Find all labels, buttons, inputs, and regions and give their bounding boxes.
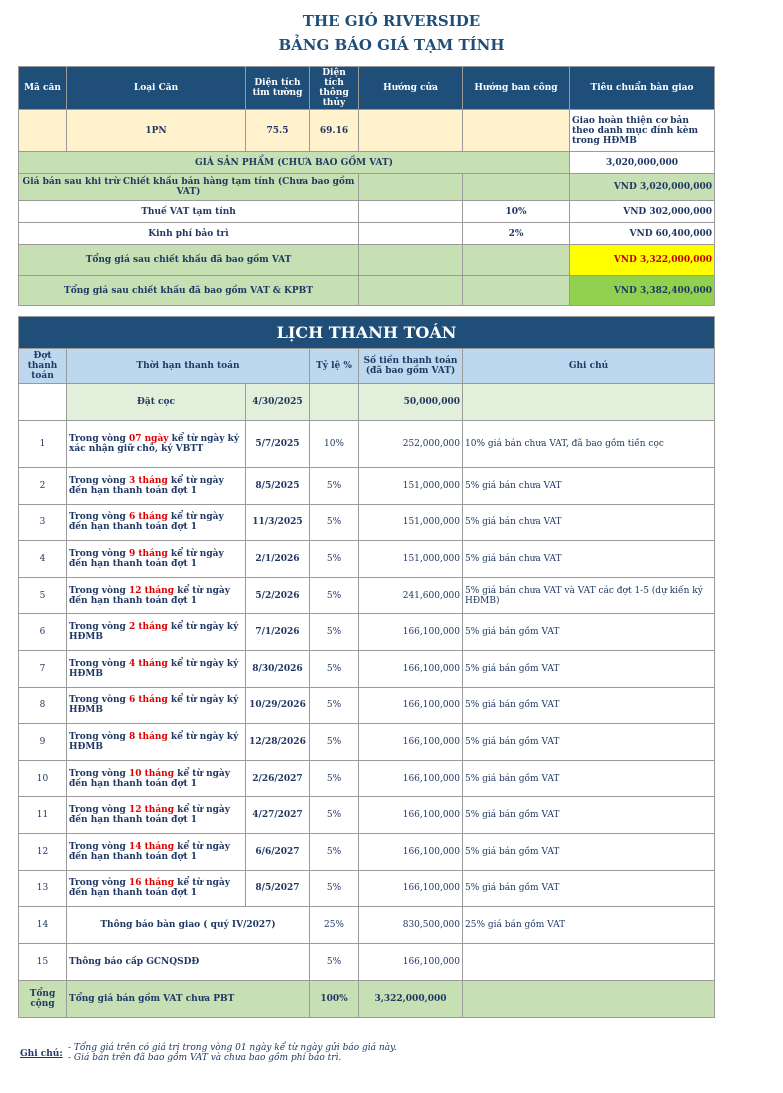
- kpbt-empty: [359, 223, 463, 245]
- term-prefix: Trong vòng: [69, 841, 129, 852]
- header-dot: Đợt thanh toán: [19, 349, 67, 384]
- row-rate: 5%: [310, 870, 359, 907]
- row-term: [67, 614, 246, 651]
- cell-huong-cua: [359, 110, 463, 152]
- term-prefix: Trong vòng: [69, 622, 129, 633]
- cell-loai-can: 1PN: [67, 110, 246, 152]
- term-period: 9 tháng: [128, 548, 168, 559]
- term-suffix: kể từ ngày đến hạn thanh toán đợt 1: [69, 512, 224, 533]
- schedule-row: [19, 468, 715, 505]
- vat-label: Thuế VAT tạm tính: [19, 201, 359, 223]
- row-amount: 166,100,000: [359, 833, 463, 870]
- term-prefix: Trong vòng: [69, 878, 129, 889]
- row-date: 5/2/2026: [246, 577, 310, 614]
- header-dt-tim-tuong: Diện tích tim tường: [246, 67, 310, 110]
- row14-amount: 830,500,000: [359, 907, 463, 944]
- row-dot: 3: [19, 504, 67, 541]
- term-suffix: kể từ ngày đến hạn thanh toán đợt 1: [69, 768, 230, 789]
- row-dot: 11: [19, 797, 67, 834]
- schedule-row: [19, 724, 715, 761]
- row-rate: 5%: [310, 833, 359, 870]
- cell-dt-tim-tuong: 75.5: [246, 110, 310, 152]
- gia-ban-value: VND 3,020,000,000: [570, 174, 715, 201]
- row-note: 5% giá bán gồm VAT: [463, 797, 715, 834]
- header-ghi-chu: Ghi chú: [463, 349, 715, 384]
- row-note: 5% giá bán gồm VAT: [463, 760, 715, 797]
- gia-san-pham-value: 3,020,000,000: [570, 152, 715, 174]
- row-date: 12/28/2026: [246, 724, 310, 761]
- quote-title: BẢNG BÁO GIÁ TẠM TÍNH: [278, 36, 505, 54]
- kpbt-label: Kinh phí bảo trì: [19, 223, 359, 245]
- header-huong-ban-cong: Hướng ban công: [463, 67, 570, 110]
- row-rate: 5%: [310, 724, 359, 761]
- row-note: 5% giá bán gồm VAT: [463, 724, 715, 761]
- kpbt-value: VND 60,400,000: [570, 223, 715, 245]
- project-title: THE GIÓ RIVERSIDE: [302, 12, 481, 30]
- deposit-note: [463, 384, 715, 421]
- header-ty-le: Tỷ lệ %: [310, 349, 359, 384]
- notes-label: Ghi chú:: [20, 1049, 63, 1059]
- header-loai-can: Loại Căn: [67, 67, 246, 110]
- row-amount: 166,100,000: [359, 614, 463, 651]
- row-rate: 5%: [310, 650, 359, 687]
- row-rate: 5%: [310, 541, 359, 578]
- row-dot: 9: [19, 724, 67, 761]
- term-suffix: kể từ ngày đến hạn thanh toán đợt 1: [69, 585, 230, 606]
- deposit-label: Đặt cọc: [67, 384, 246, 421]
- term-period: 07 ngày: [128, 434, 169, 444]
- term-period: 12 tháng: [128, 805, 174, 816]
- vat-value: VND 302,000,000: [570, 201, 715, 223]
- row-dot: 7: [19, 650, 67, 687]
- row-note: 5% giá bán chưa VAT: [463, 541, 715, 578]
- row-term: [67, 421, 246, 468]
- schedule-row: [19, 797, 715, 834]
- schedule-row: [19, 870, 715, 907]
- term-period: 10 tháng: [128, 768, 174, 779]
- row-term: [67, 870, 246, 907]
- row-rate: 5%: [310, 687, 359, 724]
- term-period: 16 tháng: [128, 878, 174, 889]
- deposit-amount: 50,000,000: [359, 384, 463, 421]
- term-prefix: Trong vòng: [69, 731, 129, 742]
- schedule-row: [19, 577, 715, 614]
- row-date: 5/7/2025: [246, 421, 310, 468]
- term-suffix: kể từ ngày đến hạn thanh toán đợt 1: [69, 805, 230, 826]
- row15-label: Thông báo cấp GCNQSDĐ: [67, 944, 310, 981]
- row-date: 8/5/2025: [246, 468, 310, 505]
- tong-kpbt-label: Tổng giá sau chiết khấu đã bao gồm VAT & KPBT: [19, 276, 359, 306]
- header-tieu-chuan: Tiêu chuẩn bàn giao: [570, 67, 715, 110]
- row-rate: 5%: [310, 797, 359, 834]
- row-rate: 5%: [310, 577, 359, 614]
- tong-vat-empty-2: [463, 245, 570, 276]
- row-rate: 5%: [310, 760, 359, 797]
- row-amount: 151,000,000: [359, 541, 463, 578]
- row-dot: 5: [19, 577, 67, 614]
- term-prefix: Trong vòng: [69, 585, 129, 596]
- schedule-row: [19, 541, 715, 578]
- total-amount: 3,322,000,000: [359, 981, 463, 1018]
- vat-rate: 10%: [463, 201, 570, 223]
- row14-dot: 14: [19, 907, 67, 944]
- row-dot: 8: [19, 687, 67, 724]
- header-ma-can: Mã căn: [19, 67, 67, 110]
- term-period: 6 tháng: [128, 695, 168, 706]
- row14-rate: 25%: [310, 907, 359, 944]
- gia-ban-label: Giá bán sau khi trừ Chiết khấu bán hàng tạm tính (Chưa bao gồm VAT): [19, 174, 359, 201]
- row15-rate: 5%: [310, 944, 359, 981]
- deposit-dot: [19, 384, 67, 421]
- term-period: 14 tháng: [128, 841, 174, 852]
- row-rate: 10%: [310, 421, 359, 468]
- term-period: 3 tháng: [128, 475, 168, 486]
- term-prefix: Trong vòng: [69, 658, 129, 669]
- row-amount: 166,100,000: [359, 797, 463, 834]
- kpbt-rate: 2%: [463, 223, 570, 245]
- total-note: [463, 981, 715, 1018]
- schedule-row: [19, 504, 715, 541]
- row15-amount: 166,100,000: [359, 944, 463, 981]
- notes-lines: [68, 1043, 468, 1063]
- row-date: 8/30/2026: [246, 650, 310, 687]
- gia-ban-empty-1: [359, 174, 463, 201]
- row-note: 10% giá bán chưa VAT, đã bao gồm tiền cọc: [463, 421, 715, 468]
- deposit-date: 4/30/2025: [246, 384, 310, 421]
- term-suffix: kể từ ngày ký HĐMB: [69, 731, 239, 752]
- row-term: [67, 541, 246, 578]
- term-period: 8 tháng: [128, 731, 168, 742]
- tong-kpbt-empty-1: [359, 276, 463, 306]
- row-amount: 166,100,000: [359, 724, 463, 761]
- row-rate: 5%: [310, 468, 359, 505]
- header-thoi-han: Thời hạn thanh toán: [67, 349, 310, 384]
- schedule-row: [19, 614, 715, 651]
- term-suffix: kể từ ngày ký xác nhận giữ chỗ, ký VBTT: [69, 434, 240, 454]
- row-term: [67, 650, 246, 687]
- row14-label: Thông báo bàn giao ( quý IV/2027): [67, 907, 310, 944]
- term-suffix: kể từ ngày ký HĐMB: [69, 695, 239, 716]
- row-amount: 241,600,000: [359, 577, 463, 614]
- row-note: 5% giá bán gồm VAT: [463, 687, 715, 724]
- row-amount: 166,100,000: [359, 760, 463, 797]
- term-prefix: Trong vòng: [69, 768, 129, 779]
- row-date: 11/3/2025: [246, 504, 310, 541]
- schedule-row: [19, 833, 715, 870]
- cell-dt-thong-thuy: 69.16: [310, 110, 359, 152]
- tong-vat-empty-1: [359, 245, 463, 276]
- term-suffix: kể từ ngày đến hạn thanh toán đợt 1: [69, 841, 230, 862]
- term-prefix: Trong vòng: [69, 805, 129, 816]
- row-dot: 12: [19, 833, 67, 870]
- row-note: 5% giá bán gồm VAT: [463, 833, 715, 870]
- term-period: 6 tháng: [128, 512, 168, 523]
- row-date: 2/1/2026: [246, 541, 310, 578]
- unit-price-table: [18, 66, 715, 306]
- row-date: 8/5/2027: [246, 870, 310, 907]
- row-date: 7/1/2026: [246, 614, 310, 651]
- term-period: 2 tháng: [128, 622, 168, 633]
- row-rate: 5%: [310, 614, 359, 651]
- total-rate: 100%: [310, 981, 359, 1018]
- schedule-row: [19, 650, 715, 687]
- cell-tieu-chuan: Giao hoàn thiện cơ bản theo danh mục đính kèm trong HĐMB: [570, 110, 715, 152]
- tong-kpbt-value: VND 3,382,400,000: [570, 276, 715, 306]
- row-term: [67, 724, 246, 761]
- row-term: [67, 504, 246, 541]
- term-prefix: Trong vòng: [69, 548, 129, 559]
- row-term: [67, 468, 246, 505]
- term-suffix: kể từ ngày đến hạn thanh toán đợt 1: [69, 878, 230, 899]
- row-rate: 5%: [310, 504, 359, 541]
- tong-vat-label: Tổng giá sau chiết khấu đã bao gồm VAT: [19, 245, 359, 276]
- row-note: 5% giá bán chưa VAT: [463, 504, 715, 541]
- header-huong-cua: Hướng cửa: [359, 67, 463, 110]
- row-note: 5% giá bán gồm VAT: [463, 870, 715, 907]
- row-dot: 10: [19, 760, 67, 797]
- gia-ban-empty-2: [463, 174, 570, 201]
- deposit-rate: [310, 384, 359, 421]
- row-amount: 166,100,000: [359, 687, 463, 724]
- payment-schedule-table: [18, 316, 715, 1018]
- row-date: 6/6/2027: [246, 833, 310, 870]
- header-so-tien: Số tiền thanh toán (đã bao gồm VAT): [359, 349, 463, 384]
- term-suffix: kể từ ngày đến hạn thanh toán đợt 1: [69, 548, 224, 569]
- row-dot: 6: [19, 614, 67, 651]
- term-prefix: Trong vòng: [69, 475, 129, 486]
- row-amount: 166,100,000: [359, 870, 463, 907]
- schedule-row: [19, 421, 715, 468]
- tong-vat-value: VND 3,322,000,000: [570, 245, 715, 276]
- term-prefix: Trong vòng: [69, 434, 129, 444]
- cell-ma-can: [19, 110, 67, 152]
- notes-line-1: - Tổng giá trên có giá trị trong vòng 01 ngày kể từ ngày gửi báo giá này.: [68, 1043, 397, 1053]
- row-amount: 151,000,000: [359, 504, 463, 541]
- term-prefix: Trong vòng: [69, 695, 129, 706]
- term-period: 12 tháng: [128, 585, 174, 596]
- schedule-title: LỊCH THANH TOÁN: [19, 317, 715, 349]
- tong-kpbt-empty-2: [463, 276, 570, 306]
- row-date: 4/27/2027: [246, 797, 310, 834]
- row-date: 2/26/2027: [246, 760, 310, 797]
- total-label: Tổng giá bán gồm VAT chưa PBT: [67, 981, 310, 1018]
- row-note: 5% giá bán chưa VAT và VAT các đợt 1-5 (dự kiến ký HĐMB): [463, 577, 715, 614]
- row-amount: 151,000,000: [359, 468, 463, 505]
- gia-san-pham-label: GIÁ SẢN PHẨM (CHƯA BAO GỒM VAT): [19, 152, 570, 174]
- row-term: [67, 577, 246, 614]
- row-amount: 166,100,000: [359, 650, 463, 687]
- notes-line-2: - Giá bán trên đã bao gồm VAT và chưa bao gồm phí bảo trì.: [68, 1053, 342, 1063]
- total-dot: Tổng cộng: [19, 981, 67, 1018]
- header-dt-thong-thuy: Diện tích thông thủy: [310, 67, 359, 110]
- row-dot: 13: [19, 870, 67, 907]
- schedule-rows: [19, 421, 715, 907]
- schedule-row: [19, 760, 715, 797]
- term-suffix: kể từ ngày ký HĐMB: [69, 658, 239, 679]
- row14-note: 25% giá bán gồm VAT: [463, 907, 715, 944]
- term-suffix: kể từ ngày ký HĐMB: [69, 622, 239, 643]
- row-dot: 4: [19, 541, 67, 578]
- row15-dot: 15: [19, 944, 67, 981]
- schedule-row: [19, 687, 715, 724]
- row-amount: 252,000,000: [359, 421, 463, 468]
- row-note: 5% giá bán chưa VAT: [463, 468, 715, 505]
- row-term: [67, 833, 246, 870]
- row15-note: [463, 944, 715, 981]
- row-dot: 2: [19, 468, 67, 505]
- cell-huong-ban-cong: [463, 110, 570, 152]
- vat-empty: [359, 201, 463, 223]
- row-dot: 1: [19, 421, 67, 468]
- row-date: 10/29/2026: [246, 687, 310, 724]
- term-period: 4 tháng: [128, 658, 168, 669]
- row-note: 5% giá bán gồm VAT: [463, 614, 715, 651]
- row-term: [67, 760, 246, 797]
- row-note: 5% giá bán gồm VAT: [463, 650, 715, 687]
- row-term: [67, 687, 246, 724]
- term-prefix: Trong vòng: [69, 512, 129, 523]
- term-suffix: kể từ ngày đến hạn thanh toán đợt 1: [69, 475, 224, 496]
- row-term: [67, 797, 246, 834]
